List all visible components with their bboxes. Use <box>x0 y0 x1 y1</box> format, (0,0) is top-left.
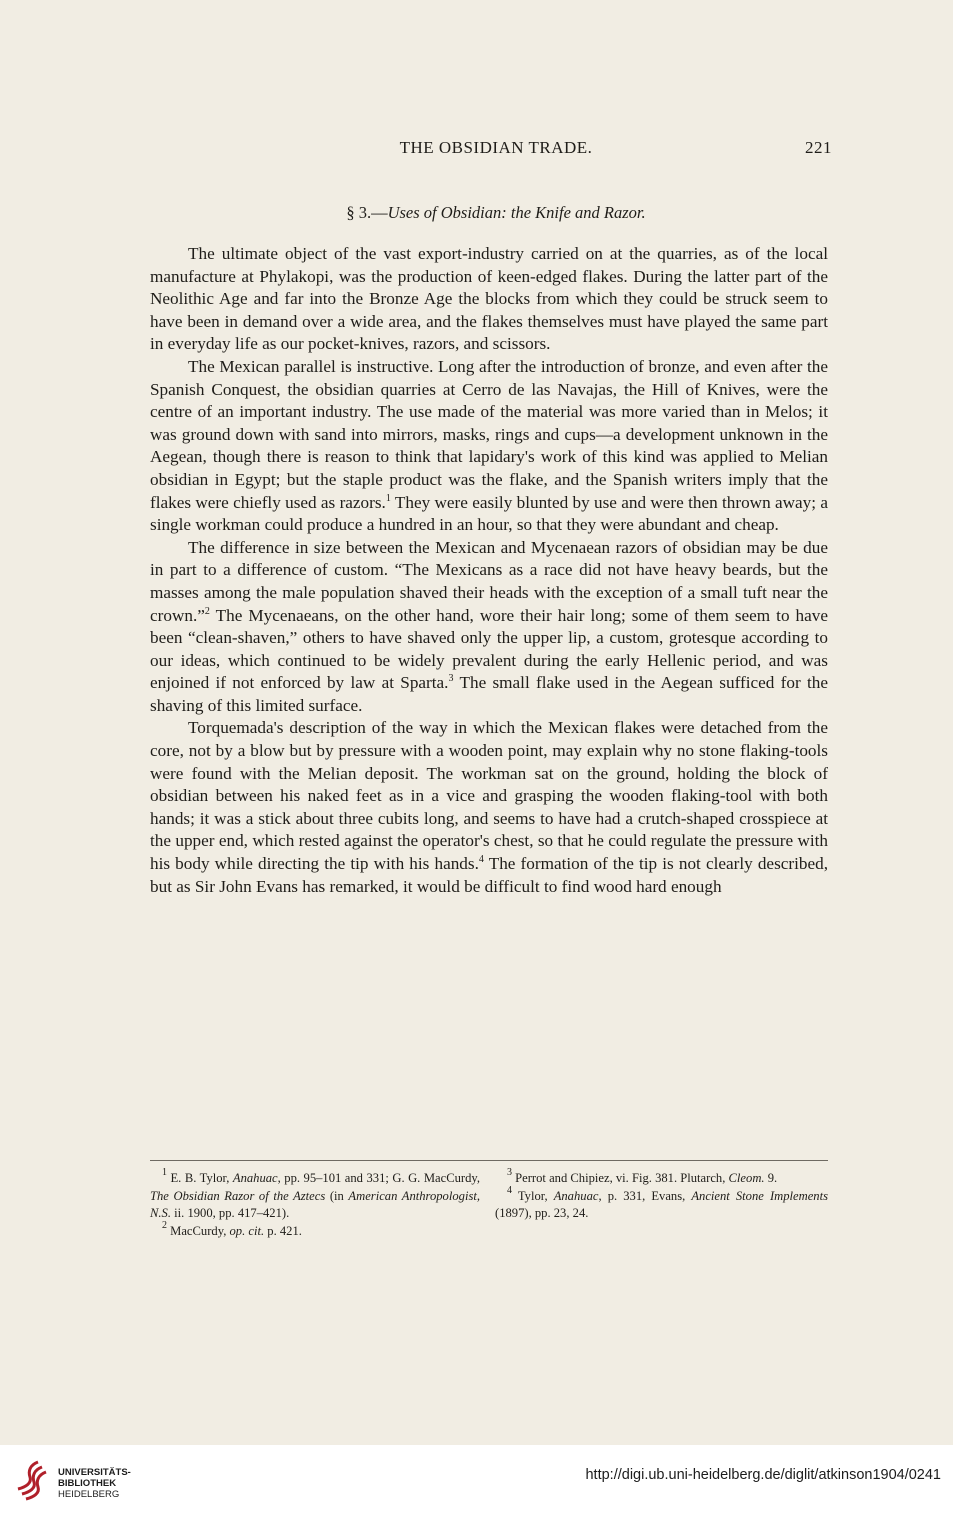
footnote-4-text: Tylor, <box>512 1188 554 1203</box>
running-title: THE OBSIDIAN TRADE. <box>399 138 593 157</box>
paragraph-4-text-a: Torquemada's description of the way in which the Mexican flakes were detached from the core, not by a blow but by pressure with a wooden point, may explain why no stone flaking-tools were found with the Melian deposit. The workman sat on the ground, holding the block of obsidian between his naked feet as in a vice and grasping the wooden flaking-tool with both hands; it was a stick about three cubits long, and seems to have had a crutch-shaped crosspiece at the upper end, which rested against the operator's chest, so that he could regulate the pressure with his body while directing the tip with his hands. <box>150 718 828 874</box>
footnote-1-italic: American Anthropologist, N.S. <box>150 1188 480 1220</box>
footnote-4-text: (1897), pp. 23, 24. <box>495 1206 589 1220</box>
paragraph-1: The ultimate object of the vast export-industry carried on at the quarries, as of the local manufacture at Phylakopi, was the production of keen-edged flakes. During the latter part of the Neolithic Age and far into the Bronze Age the blocks from which they could be struck seem to have been in demand over a wide area, and the flakes themselves must have played the same part in everyday life as our pocket-knives, razors, and scissors. <box>150 244 828 354</box>
footnote-2-mark: 2 <box>162 1219 167 1231</box>
library-name <box>58 1467 131 1500</box>
footnote-4-mark: 4 <box>507 1184 512 1196</box>
note-ref-4: 4 <box>478 854 484 866</box>
paragraph-3 <box>150 537 828 718</box>
paragraph-2 <box>150 356 828 537</box>
page-number: 221 <box>805 138 832 157</box>
paragraph-3-text-a: The difference in size between the Mexican and Mycenaean razors of obsidian may be due in part to a difference of custom. “The Mexicans as a race did not have heavy beards, but the masses among the male population shaved their heads with the exception of a small tuft near the crown.” <box>150 537 828 625</box>
footnote-4-italic: Anahuac <box>553 1188 599 1203</box>
section-heading <box>160 203 832 223</box>
footnote-3 <box>495 1167 828 1188</box>
note-ref-1: 1 <box>385 492 391 504</box>
footnotes-right-column <box>495 1167 828 1223</box>
footnote-4-text: , p. 331, Evans, <box>598 1188 692 1203</box>
footnote-2-italic: op. cit. <box>229 1223 265 1238</box>
footnote-rule <box>150 1160 828 1161</box>
paragraph-3-text-c: The small flake used in the Aegean sufficed for the shaving of this limited surface. <box>150 673 828 715</box>
footnote-1-text: (in <box>325 1188 349 1203</box>
footnote-1-italic: Anahuac <box>232 1171 278 1185</box>
library-name-line: HEIDELBERG <box>58 1489 120 1500</box>
footnote-2-text: MacCurdy, <box>167 1223 230 1238</box>
footnote-2 <box>150 1219 480 1241</box>
footnote-3-italic: Cleom. <box>728 1171 765 1185</box>
footnote-3-text: Perrot and Chipiez, vi. Fig. 381. Plutarch, <box>512 1171 729 1185</box>
library-name-line: BIBLIOTHEK <box>58 1478 117 1489</box>
footnote-1-text: , pp. 95–101 and 331; G. G. MacCurdy, <box>277 1171 481 1185</box>
library-footer <box>0 1445 953 1522</box>
paragraph-3-text-b: The Mycenaeans, on the other hand, wore their hair long; some of them seem to have been “clean-shaven,” others to have shaved only the upper lip, a custom, grotesque according to our ideas, which continued to be widely prevalent during the early Hellenic period, and was enjoined if not enforced by law at Sparta. <box>150 605 828 693</box>
body-text <box>150 243 828 898</box>
note-ref-2: 2 <box>204 605 210 617</box>
paragraph-4-text-b: The formation of the tip is not clearly described, but as Sir John Evans has remarked, it would be difficult to find wood hard enough <box>150 854 828 896</box>
section-title: Uses of Obsidian: the Knife and Razor. <box>387 203 646 222</box>
library-logo-icon <box>8 1459 48 1505</box>
footnote-1-italic: The Obsidian Razor of the Aztecs <box>150 1188 326 1203</box>
footnote-1-text: E. B. Tylor, <box>167 1171 233 1185</box>
footnote-4 <box>495 1184 828 1223</box>
footnote-4-italic: Ancient Stone Implements <box>691 1188 828 1203</box>
note-ref-3: 3 <box>448 673 454 685</box>
footnote-3-text: 9. <box>764 1171 778 1185</box>
footnotes-left-column <box>150 1167 481 1240</box>
paragraph-2-text-a: The Mexican parallel is instructive. Long after the introduction of bronze, and even after the Spanish Conquest, the obsidian quarries at Cerro de las Navajas, the Hill of Knives, were the centre of an important industry. The use made of the material was more varied than in Melos; it was ground down with sand into mirrors, masks, rings and cups—a development unknown in the Aegean, though there is reason to think that lapidary's work of this kind was applied to Melian obsidian in Egypt; but the staple product was the flake, and the Spanish writers imply that the flakes were chiefly used as razors. <box>150 356 828 512</box>
footnote-1 <box>150 1167 481 1223</box>
footnote-3-mark: 3 <box>507 1167 512 1178</box>
source-url-link[interactable]: http://digi.ub.uni-heidelberg.de/diglit/atkinson1904/0241 <box>585 1467 941 1483</box>
paragraph-4 <box>150 717 828 898</box>
footnote-1-text: ii. 1900, pp. 417–421). <box>171 1206 290 1220</box>
library-name-line: UNIVERSITÄTS- <box>58 1467 131 1478</box>
footnote-1-mark: 1 <box>162 1167 167 1178</box>
paragraph-2-text-b: They were easily blunted by use and were then thrown away; a single workman could produce a hundred in an hour, so that they were abundant and cheap. <box>150 492 828 535</box>
running-head <box>160 138 832 162</box>
footnote-2-text: p. 421. <box>264 1223 302 1238</box>
section-number: § 3.— <box>346 203 388 222</box>
